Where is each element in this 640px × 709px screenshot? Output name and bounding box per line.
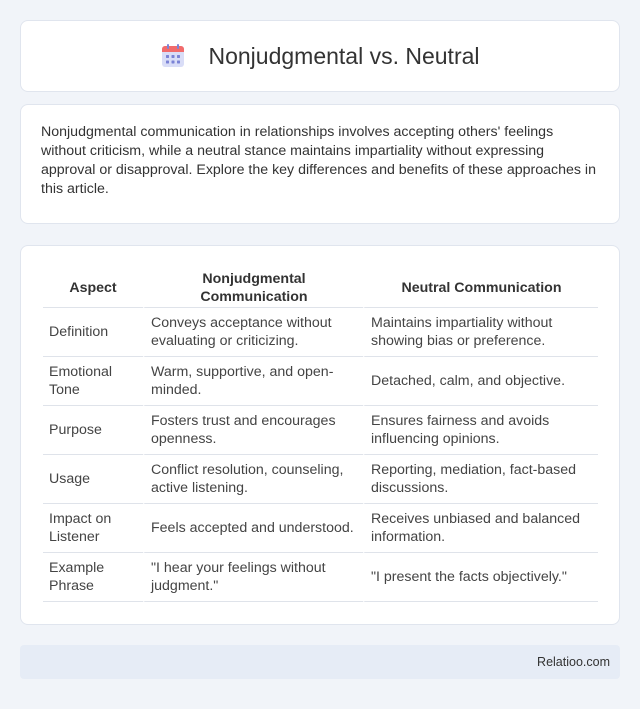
row-nonjudgmental: Conveys acceptance without evaluating or criticizing. [143,308,363,357]
row-nonjudgmental: "I hear your feelings without judgment." [143,553,363,602]
row-aspect: Purpose [43,406,143,455]
row-neutral: Maintains impartiality without showing bias or preference. [363,308,598,357]
row-nonjudgmental: Conflict resolution, counseling, active listening. [143,455,363,504]
row-nonjudgmental: Fosters trust and encourages openness. [143,406,363,455]
table-row [43,308,598,357]
table-row [43,406,598,455]
row-nonjudgmental: Warm, supportive, and open-minded. [143,357,363,406]
header-nonjudgmental: Nonjudgmental Communication [143,268,363,308]
table-row [43,357,598,406]
title-wrap [160,43,479,70]
row-nonjudgmental: Feels accepted and understood. [143,504,363,553]
page-title: Nonjudgmental vs. Neutral [208,42,480,69]
row-aspect: Usage [43,455,143,504]
row-neutral: Ensures fairness and avoids influencing opinions. [363,406,598,455]
row-aspect: Emotional Tone [43,357,143,406]
table-header-row [43,268,598,308]
row-neutral: Detached, calm, and objective. [363,357,598,406]
row-neutral: Receives unbiased and balanced information. [363,504,598,553]
header-card [20,20,620,92]
comparison-table [43,268,598,602]
row-aspect: Definition [43,308,143,357]
footer-bar [20,645,620,679]
header-neutral: Neutral Communication [363,268,598,308]
comparison-table-card [20,245,620,625]
calendar-icon [160,43,186,69]
table-row [43,504,598,553]
row-aspect: Impact on Listener [43,504,143,553]
row-aspect: Example Phrase [43,553,143,602]
row-neutral: Reporting, mediation, fact-based discussions. [363,455,598,504]
header-aspect: Aspect [43,268,143,308]
footer-brand: Relatioo.com [537,655,610,669]
table-row [43,455,598,504]
row-neutral: "I present the facts objectively." [363,553,598,602]
table-row [43,553,598,602]
intro-card [20,104,620,224]
intro-paragraph: Nonjudgmental communication in relationships involves accepting others' feelings without criticism, while a neutral stance maintains impartiality without expressing approval or disapproval. Explore the key differences and benefits of these approaches in this article. [41,124,596,197]
